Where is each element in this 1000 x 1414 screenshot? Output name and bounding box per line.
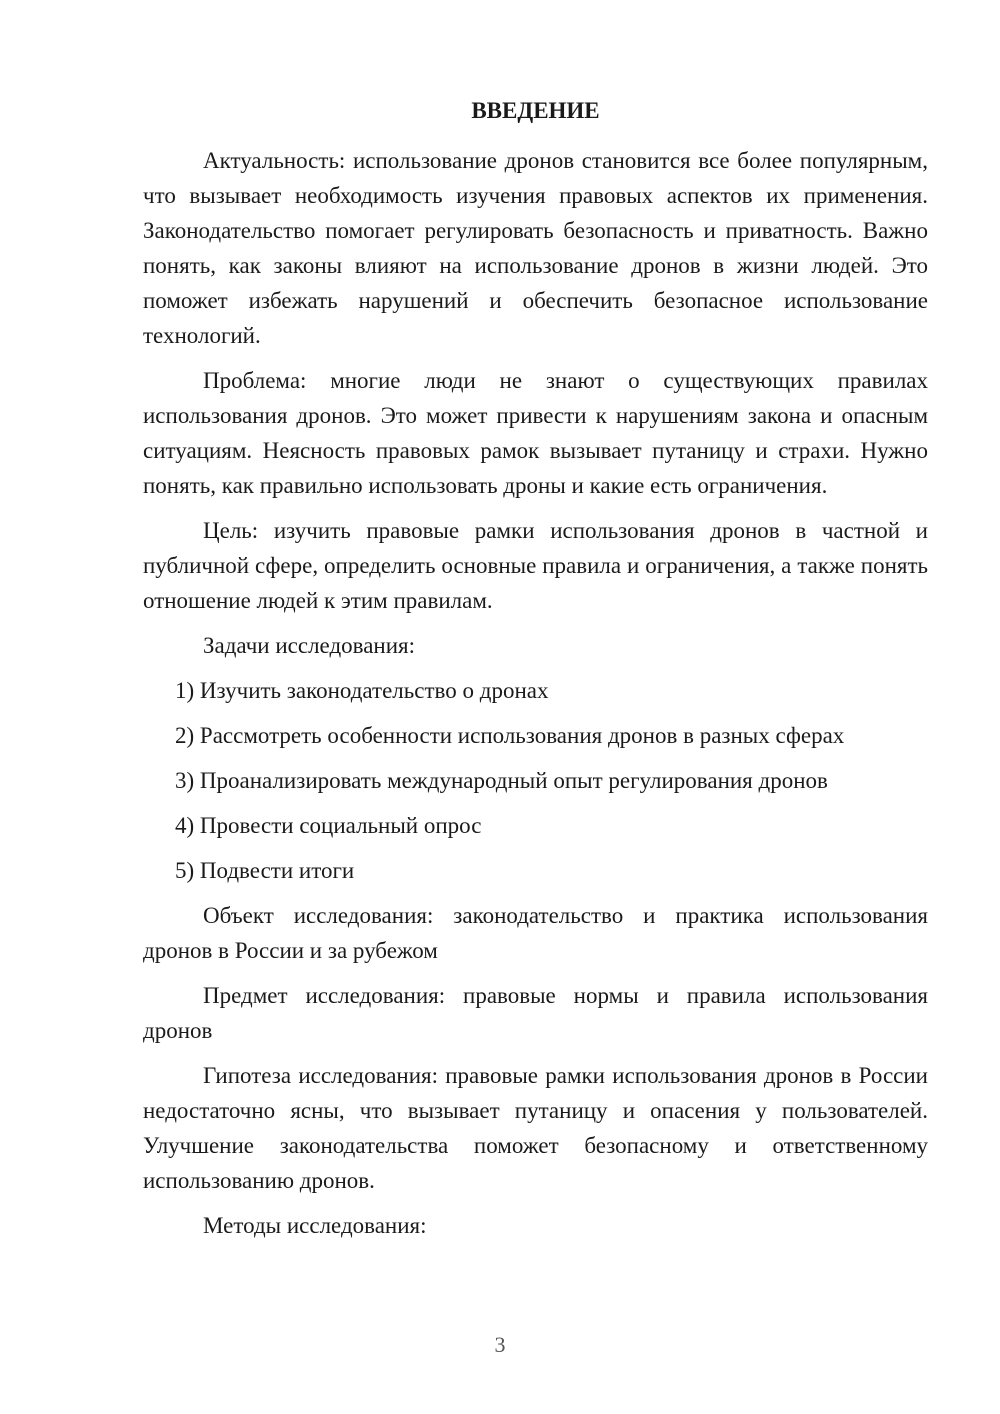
paragraph-problem: Проблема: многие люди не знают о существующих правилах использования дронов. Это может привести к нарушениям закона и опасным ситуациям. Неясность правовых рамок вызывает путаницу и страхи. Нужно понять, как правильно использовать дроны и какие есть ограничения.	[143, 368, 928, 498]
list-item: 4) Провести социальный опрос	[175, 813, 482, 838]
section-title: ВВЕДЕНИЕ	[471, 98, 600, 123]
document-body	[143, 95, 928, 1253]
paragraph-object: Объект исследования: законодательство и практика использования дронов в России и за рубежом	[143, 903, 928, 963]
paragraph-goal: Цель: изучить правовые рамки использования дронов в частной и публичной сфере, определить основные правила и ограничения, а также понять отношение людей к этим правилам.	[143, 518, 928, 613]
paragraph-subject: Предмет исследования: правовые нормы и правила использования дронов	[143, 983, 928, 1043]
tasks-list	[143, 673, 928, 888]
list-item: 3) Проанализировать международный опыт регулирования дронов	[175, 768, 828, 793]
list-item: 2) Рассмотреть особенности использования дронов в разных сферах	[175, 723, 845, 748]
tasks-heading: Задачи исследования:	[203, 633, 416, 658]
list-item: 5) Подвести итоги	[175, 858, 355, 883]
methods-heading: Методы исследования:	[203, 1213, 427, 1238]
page-number: 3	[494, 1332, 506, 1357]
list-item: 1) Изучить законодательство о дронах	[175, 678, 549, 703]
paragraph-relevance: Актуальность: использование дронов становится все более популярным, что вызывает необходимость изучения правовых аспектов их применения. Законодательство помогает регулировать безопасность и приватность. Важно понять, как законы влияют на использование дронов в жизни людей. Это поможет избежать нарушений и обеспечить безопасное использование технологий.	[143, 148, 928, 348]
paragraph-hypothesis: Гипотеза исследования: правовые рамки использования дронов в России недостаточно ясны, что вызывает путаницу и опасения у пользователей. Улучшение законодательства поможет безопасному и ответственному использованию дронов.	[143, 1063, 928, 1193]
